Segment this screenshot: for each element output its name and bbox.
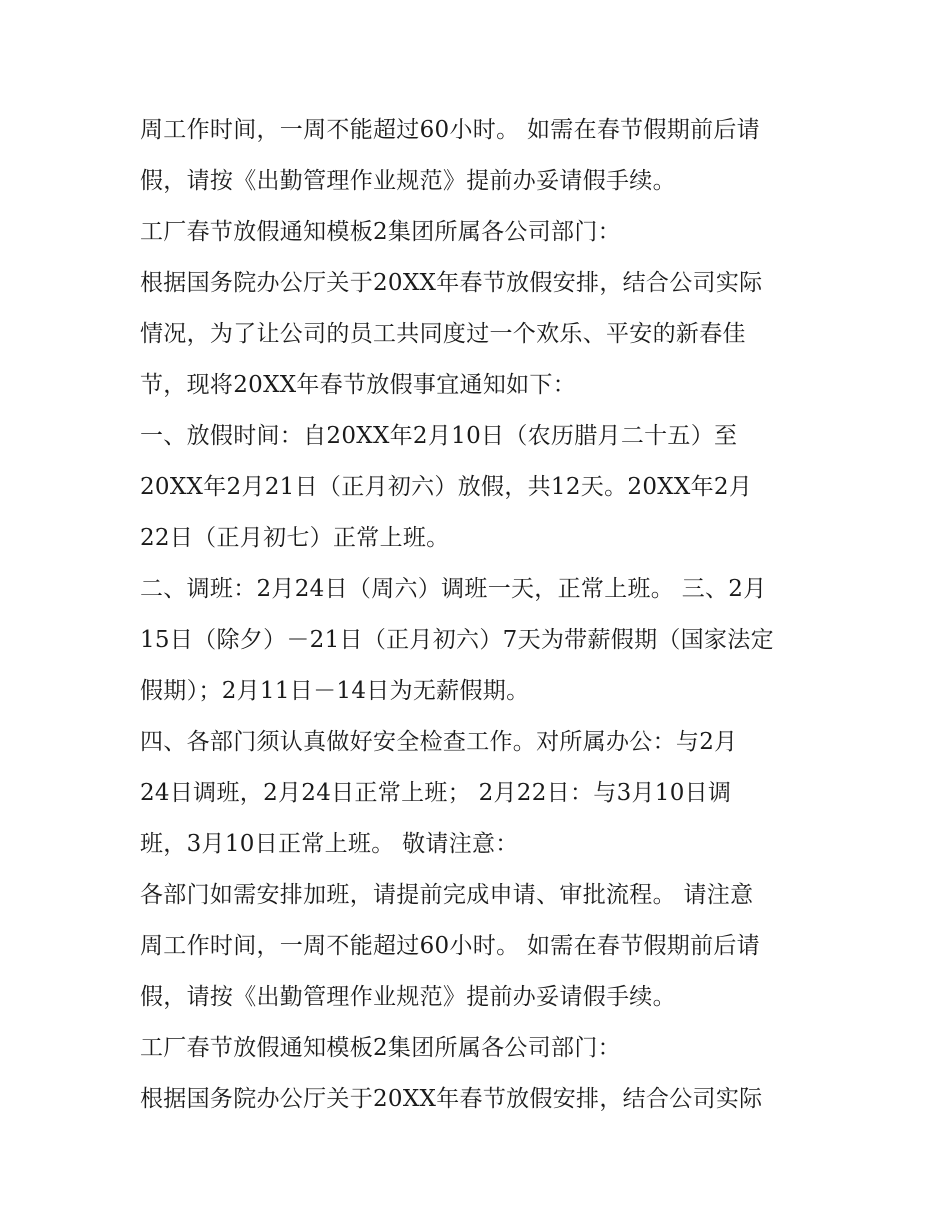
text-line: 工厂春节放假通知模板2集团所属各公司部门： (140, 219, 621, 245)
document-body (140, 105, 820, 1125)
text-line: 根据国务院办公厅关于20XX年春节放假安排，结合公司实际 (140, 270, 763, 296)
text-line: 根据国务院办公厅关于20XX年春节放假安排，结合公司实际 (140, 1086, 763, 1112)
text-line: 节，现将20XX年春节放假事宜通知如下： (140, 372, 577, 398)
text-line: 15日（除夕）－21日（正月初六）7天为带薪假期（国家法定 (140, 627, 774, 653)
text-line: 各部门如需安排加班，请提前完成申请、审批流程。 请注意 (140, 882, 754, 908)
text-line: 一、放假时间：自20XX年2月10日（农历腊月二十五）至 (140, 423, 738, 449)
text-line: 20XX年2月21日（正月初六）放假，共12天。20XX年2月 (140, 474, 753, 500)
text-line: 周工作时间，一周不能超过60小时。 如需在春节假期前后请 (140, 117, 760, 143)
text-line: 24日调班，2月24日正常上班； 2月22日：与3月10日调 (140, 780, 732, 806)
text-line: 假，请按《出勤管理作业规范》提前办妥请假手续。 (140, 168, 676, 194)
text-line: 四、各部门须认真做好安全检查工作。对所属办公：与2月 (140, 729, 738, 755)
text-line: 二、调班：2月24日（周六）调班一天，正常上班。 三、2月 (140, 576, 767, 602)
text-line: 工厂春节放假通知模板2集团所属各公司部门： (140, 1035, 621, 1061)
text-line: 假期）；2月11日－14日为无薪假期。 (140, 678, 530, 704)
text-line: 假，请按《出勤管理作业规范》提前办妥请假手续。 (140, 984, 676, 1010)
text-line: 周工作时间，一周不能超过60小时。 如需在春节假期前后请 (140, 933, 760, 959)
text-line: 22日（正月初七）正常上班。 (140, 525, 450, 551)
text-line: 班，3月10日正常上班。 敬请注意： (140, 831, 519, 857)
text-line: 情况，为了让公司的员工共同度过一个欢乐、平安的新春佳 (140, 321, 746, 347)
